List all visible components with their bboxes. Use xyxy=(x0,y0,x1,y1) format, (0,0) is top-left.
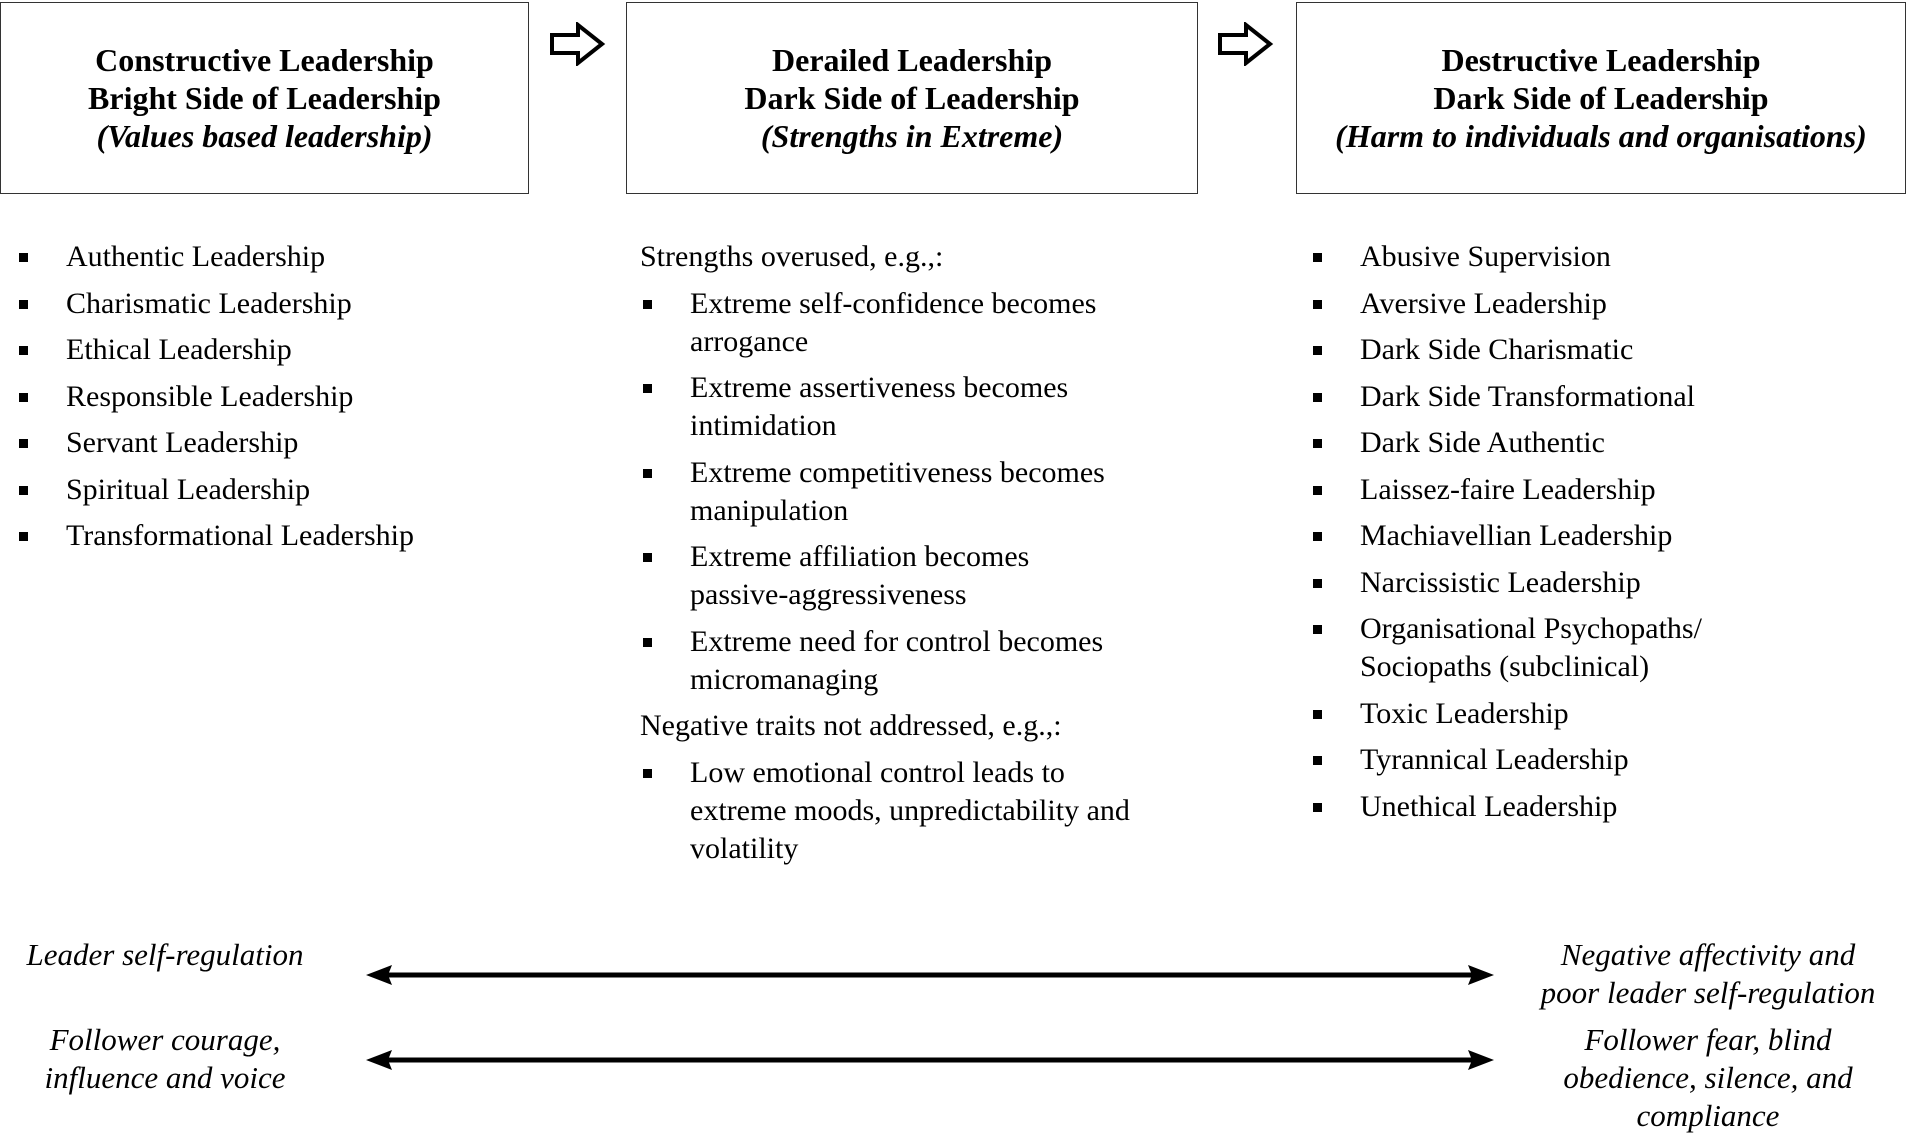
list-item xyxy=(16,517,596,555)
derailed-leadership-box xyxy=(626,2,1198,194)
scale-label-line: Follower courage, xyxy=(49,1022,281,1057)
list-item-label: Abusive Supervision xyxy=(1360,240,1611,273)
square-bullet-icon xyxy=(1313,439,1322,448)
list-item-line: passive-aggressiveness xyxy=(690,578,967,611)
square-bullet-icon xyxy=(1313,346,1322,355)
scale-label-line: Leader self-regulation xyxy=(26,937,304,972)
derailed-leadership-list xyxy=(640,238,1200,876)
scale-left-label xyxy=(0,936,330,974)
list-item-line: Extreme self-confidence becomes xyxy=(690,286,1097,320)
list-item xyxy=(16,238,596,276)
square-bullet-icon xyxy=(19,393,28,402)
constructive-leadership-box xyxy=(0,2,529,194)
box-title: Destructive Leadership xyxy=(1441,42,1761,78)
list-item xyxy=(16,331,596,369)
list-item-label: Laissez-faire Leadership xyxy=(1360,472,1656,506)
square-bullet-icon xyxy=(19,532,28,541)
square-bullet-icon xyxy=(643,469,652,478)
scale-label-line: Negative affectivity and xyxy=(1560,937,1856,972)
list-item-line: Extreme affiliation becomes xyxy=(690,540,1030,573)
strengths-overused-heading: Strengths overused, e.g.,: xyxy=(640,240,944,273)
list-item-line: Sociopaths (subclinical) xyxy=(1360,650,1650,683)
list-item-label: Transformational Leadership xyxy=(66,519,414,552)
destructive-leadership-list xyxy=(1310,238,1900,834)
list-item-line: Organisational Psychopaths/ xyxy=(1360,612,1702,645)
list-item xyxy=(1310,471,1900,509)
hollow-right-arrow-icon xyxy=(1218,22,1274,66)
square-bullet-icon xyxy=(1313,532,1322,541)
list-item xyxy=(640,369,1200,445)
list-item-label: Authentic Leadership xyxy=(66,240,326,273)
list-item-line: Extreme need for control becomes xyxy=(690,624,1104,658)
double-headed-arrow-icon xyxy=(366,1043,1494,1077)
box-subtitle: Bright Side of Leadership xyxy=(88,80,441,116)
list-item xyxy=(640,454,1200,530)
list-item-label: Toxic Leadership xyxy=(1360,696,1569,730)
square-bullet-icon xyxy=(643,553,652,562)
box-title: Derailed Leadership xyxy=(772,42,1052,78)
scale-label-line: Follower fear, blind xyxy=(1584,1022,1832,1057)
square-bullet-icon xyxy=(1313,756,1322,765)
list-item-line: extreme moods, unpredictability and xyxy=(690,793,1130,827)
list-item xyxy=(1310,695,1900,733)
scale-label-line: obedience, silence, and xyxy=(1563,1060,1853,1095)
square-bullet-icon xyxy=(643,300,652,309)
list-item xyxy=(1310,424,1900,462)
scale-label-line: compliance xyxy=(1636,1098,1780,1133)
box-note: (Strengths in Extreme) xyxy=(760,118,1064,154)
scale-right-label xyxy=(1508,1021,1908,1135)
list-item xyxy=(1310,564,1900,602)
box-title: Constructive Leadership xyxy=(95,42,434,78)
square-bullet-icon xyxy=(1313,579,1322,588)
list-item xyxy=(16,424,596,462)
list-item xyxy=(640,285,1200,361)
list-item-label: Unethical Leadership xyxy=(1360,789,1618,823)
square-bullet-icon xyxy=(1313,253,1322,262)
square-bullet-icon xyxy=(19,486,28,495)
list-item xyxy=(1310,331,1900,369)
square-bullet-icon xyxy=(19,253,28,262)
list-item xyxy=(640,623,1200,699)
square-bullet-icon xyxy=(643,384,652,393)
list-item xyxy=(1310,517,1900,555)
square-bullet-icon xyxy=(19,300,28,309)
list-item-label: Aversive Leadership xyxy=(1360,286,1607,320)
square-bullet-icon xyxy=(643,769,652,778)
list-item-label: Ethical Leadership xyxy=(66,333,292,366)
list-item-line: micromanaging xyxy=(690,662,879,696)
square-bullet-icon xyxy=(19,439,28,448)
list-item-label: Servant Leadership xyxy=(66,426,299,459)
square-bullet-icon xyxy=(1313,710,1322,719)
box-subtitle: Dark Side of Leadership xyxy=(744,80,1080,116)
list-item-line: manipulation xyxy=(690,493,849,527)
negative-traits-heading: Negative traits not addressed, e.g.,: xyxy=(640,709,1062,742)
list-item-line: arrogance xyxy=(690,324,809,358)
constructive-leadership-list xyxy=(16,238,596,564)
list-item xyxy=(640,754,1200,868)
list-item xyxy=(1310,610,1900,686)
list-item-label: Tyrannical Leadership xyxy=(1360,743,1629,776)
list-item xyxy=(16,378,596,416)
list-item-label: Spiritual Leadership xyxy=(66,472,311,506)
scale-left-label xyxy=(0,1021,330,1097)
list-item xyxy=(1310,788,1900,826)
list-item xyxy=(16,471,596,509)
list-item-label: Dark Side Authentic xyxy=(1360,426,1605,459)
list-item-line: volatility xyxy=(690,831,799,865)
box-note: (Values based leadership) xyxy=(96,118,433,154)
destructive-leadership-box xyxy=(1296,2,1906,194)
scale-label-line: influence and voice xyxy=(44,1060,286,1095)
list-item-line: Extreme competitiveness becomes xyxy=(690,455,1105,489)
list-item xyxy=(1310,741,1900,779)
square-bullet-icon xyxy=(19,346,28,355)
list-item xyxy=(640,538,1200,614)
list-item-label: Charismatic Leadership xyxy=(66,286,352,320)
box-note: (Harm to individuals and organisations) xyxy=(1335,118,1867,154)
list-item-label: Responsible Leadership xyxy=(66,379,354,413)
list-item-line: Extreme assertiveness becomes xyxy=(690,371,1069,404)
square-bullet-icon xyxy=(1313,393,1322,402)
square-bullet-icon xyxy=(1313,486,1322,495)
list-item-label: Narcissistic Leadership xyxy=(1360,565,1641,599)
double-headed-arrow-icon xyxy=(366,958,1494,992)
list-item-label: Dark Side Transformational xyxy=(1360,379,1695,413)
hollow-right-arrow-icon xyxy=(550,22,606,66)
scale-label-line: poor leader self-regulation xyxy=(1540,975,1876,1010)
list-item-line: intimidation xyxy=(690,409,837,442)
list-item xyxy=(16,285,596,323)
square-bullet-icon xyxy=(1313,803,1322,812)
list-item-line: Low emotional control leads to xyxy=(690,755,1065,789)
square-bullet-icon xyxy=(1313,300,1322,309)
box-subtitle: Dark Side of Leadership xyxy=(1433,80,1769,116)
scale-right-label xyxy=(1508,936,1908,1012)
square-bullet-icon xyxy=(1313,625,1322,634)
list-item xyxy=(1310,238,1900,276)
list-item xyxy=(1310,378,1900,416)
list-item xyxy=(1310,285,1900,323)
list-item-label: Machiavellian Leadership xyxy=(1360,519,1673,552)
square-bullet-icon xyxy=(643,638,652,647)
list-item-label: Dark Side Charismatic xyxy=(1360,333,1634,366)
